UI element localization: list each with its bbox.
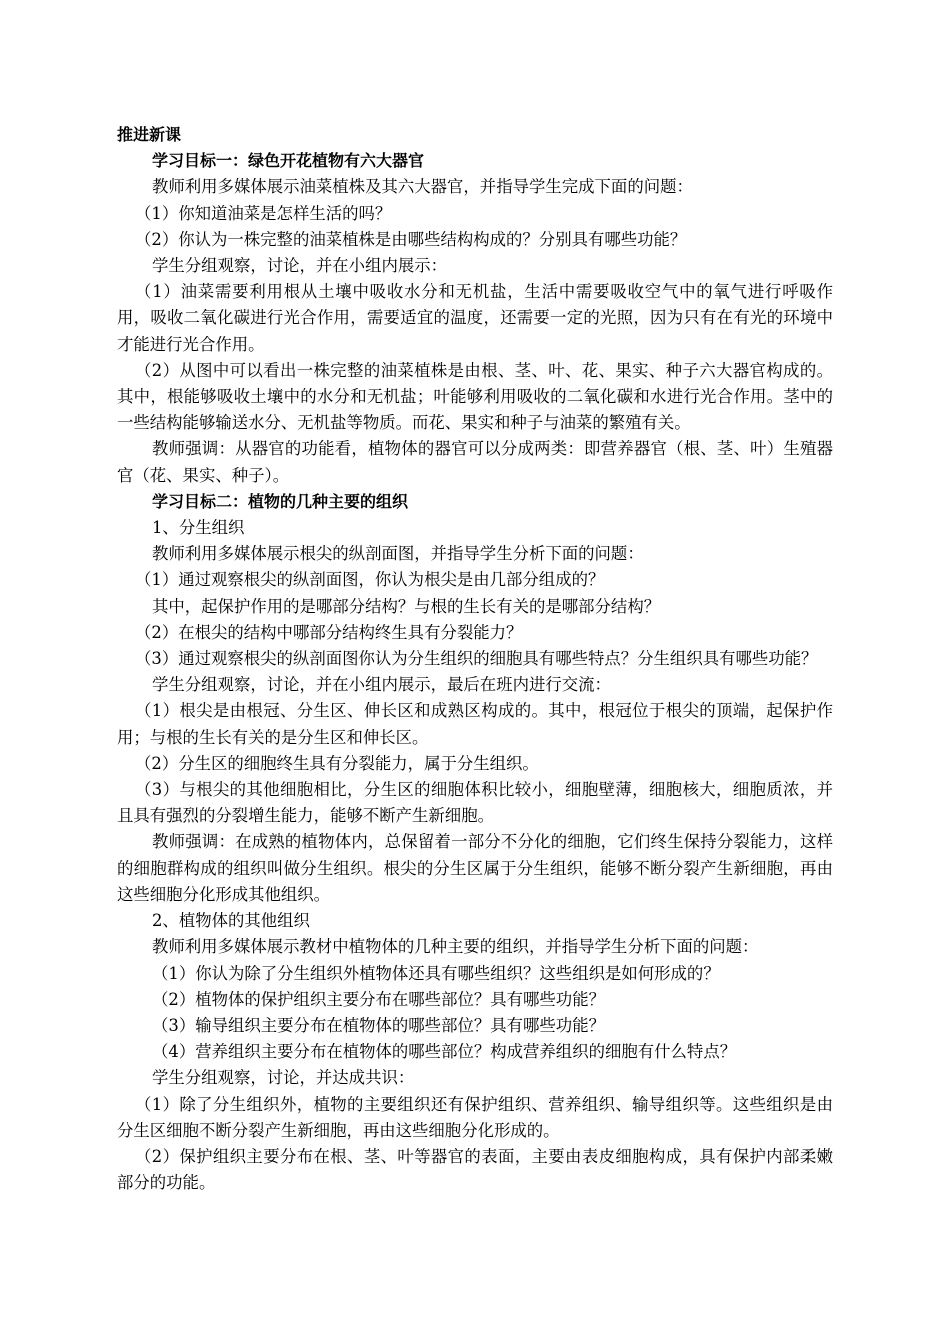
sub2-title: 2、植物体的其他组织 [152,911,310,931]
section-title: 推进新课 [117,125,182,144]
sub1-question-2: （2）在根尖的结构中哪部分结构终生具有分裂能力？ [135,622,523,642]
sub1-answer-3: （3）与根尖的其他细胞相比，分生区的细胞体积比较小，细胞壁薄，细胞核大，细胞质浓，并且具有强烈的分裂增生能力，能够不断产生新细胞。 [117,780,833,826]
goal1-question-2: （2）你认为一株完整的油菜植株是由哪些结构构成的？分别具有哪些功能？ [135,229,687,249]
sub2-question-1: （1）你认为除了分生组织外植物体还具有哪些组织？这些组织是如何形成的？ [152,963,720,983]
sub2-question-3: （3）输导组织主要分布在植物体的哪些部位？具有哪些功能？ [152,1015,605,1035]
sub1-activity: 学生分组观察，讨论，并在小组内展示，最后在班内进行交流： [152,675,611,695]
sub1-answer-2: （2）分生区的细胞终生具有分裂能力，属于分生组织。 [135,753,539,773]
sub2-intro: 教师利用多媒体展示教材中植物体的几种主要的组织，并指导学生分析下面的问题： [152,937,759,957]
sub1-answer-1: （1）根尖是由根冠、分生区、伸长区和成熟区构成的。其中，根冠位于根尖的顶端，起保护作用；与根的生长有关的是分生区和伸长区。 [117,701,833,747]
sub1-question-1b: 其中，起保护作用的是哪部分结构？与根的生长有关的是哪部分结构？ [152,596,661,616]
sub2-answer-2: （2）保护组织主要分布在根、茎、叶等器官的表面，主要由表皮细胞构成，具有保护内部柔嫩部分的功能。 [117,1146,833,1193]
goal2-title: 学习目标二：植物的几种主要的组织 [152,491,409,511]
goal1-answer-2: （2）从图中可以看出一株完整的油菜植株是由根、茎、叶、花、果实、种子六大器官构成的。其中，根能够吸收土壤中的水分和无机盐；叶能够利用吸收的二氧化碳和水进行光合作用。茎中的一些结构能够输送水分、无机盐等物质。而花、果实和种子与油菜的繁殖有关。 [117,360,833,433]
goal1-emphasis: 教师强调：从器官的功能看，植物体的器官可以分成两类：即营养器官（根、茎、叶）生殖器官（花、果实、种子）。 [117,439,833,485]
sub2-question-2: （2）植物体的保护组织主要分布在哪些部位？具有哪些功能？ [152,989,605,1009]
sub1-title: 1、分生组织 [152,518,245,538]
document-page [117,122,833,1196]
goal1-answer-1: （1）油菜需要利用根从土壤中吸收水分和无机盐，生活中需要吸收空气中的氧气进行呼吸作用，吸收二氧化碳进行光合作用，需要适宜的温度，还需要一定的光照，因为只有在有光的环境中才能进行光合作用。 [117,282,833,354]
sub1-intro: 教师利用多媒体展示根尖的纵剖面图，并指导学生分析下面的问题： [152,544,644,564]
sub1-question-1: （1）通过观察根尖的纵剖面图，你认为根尖是由几部分组成的？ [135,570,605,590]
sub2-question-4: （4）营养组织主要分布在植物体的哪些部位？构成营养组织的细胞有什么特点？ [152,1042,737,1062]
goal1-title: 学习目标一：绿色开花植物有六大器官 [152,151,425,171]
goal1-activity: 学生分组观察，讨论，并在小组内展示： [152,256,448,276]
sub1-question-3: （3）通过观察根尖的纵剖面图你认为分生组织的细胞具有哪些特点？分生组织具有哪些功能？ [135,649,818,669]
sub1-emphasis: 教师强调：在成熟的植物体内，总保留着一部分不分化的细胞，它们终生保持分裂能力，这样的细胞群构成的组织叫做分生组织。根尖的分生区属于分生组织，能够不断分裂产生新细胞，再由这些细胞分化形成其他组织。 [117,832,833,904]
goal1-question-1: （1）你知道油菜是怎样生活的吗？ [135,203,392,223]
sub2-answer-1: （1）除了分生组织外，植物的主要组织还有保护组织、营养组织、输导组织等。这些组织是由分生区细胞不断分裂产生新细胞，再由这些细胞分化形成的。 [117,1094,833,1140]
goal1-intro: 教师利用多媒体展示油菜植株及其六大器官，并指导学生完成下面的问题： [152,177,693,197]
sub2-activity: 学生分组观察，讨论，并达成共识： [152,1068,415,1088]
